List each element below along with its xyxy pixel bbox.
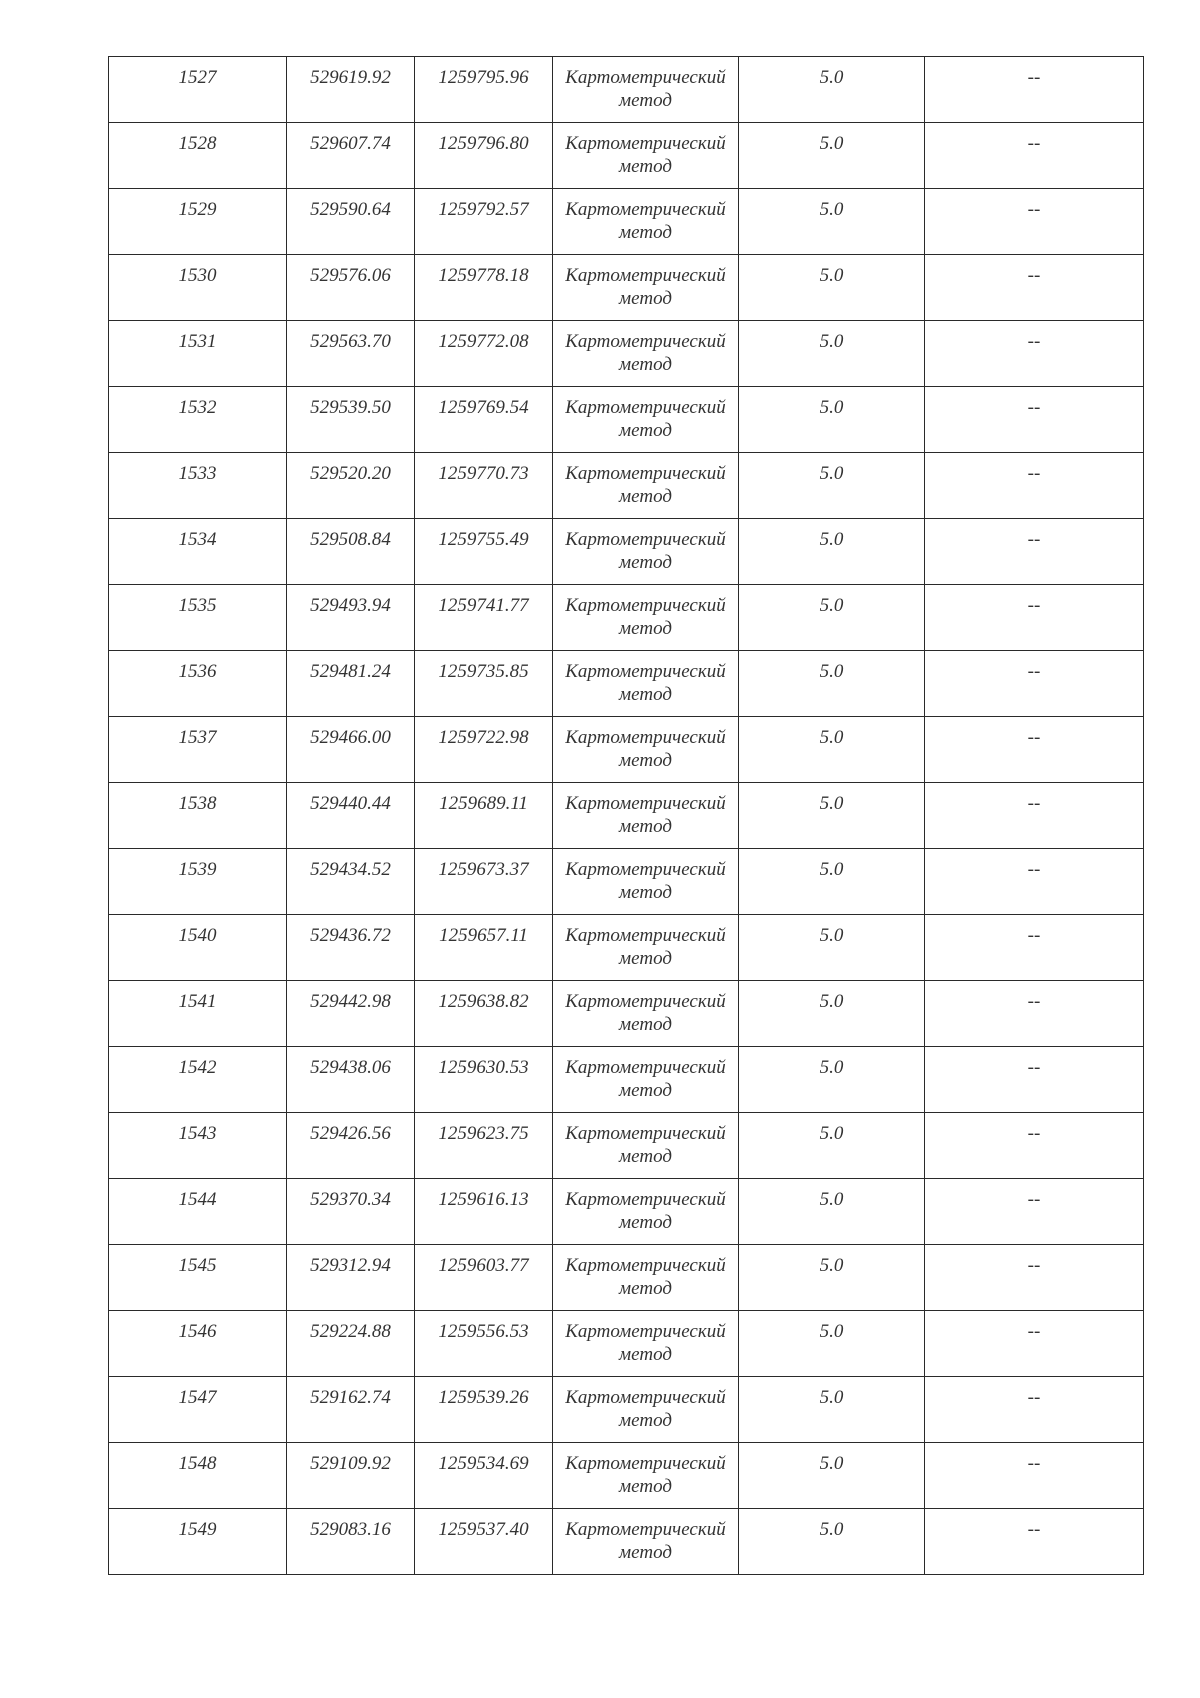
point-number-cell: 1533 [109,453,287,519]
y-coordinate-cell: 1259556.53 [415,1311,553,1377]
point-number-cell: 1539 [109,849,287,915]
y-coordinate-cell: 1259534.69 [415,1443,553,1509]
document-page [108,56,1143,1575]
table-row [109,1377,1144,1443]
method-text: Картометрический [565,727,726,748]
y-coordinate-cell: 1259795.96 [415,57,553,123]
accuracy-cell: 5.0 [739,1245,925,1311]
accuracy-cell: 5.0 [739,717,925,783]
y-coordinate-cell: 1259689.11 [415,783,553,849]
accuracy-cell: 5.0 [739,255,925,321]
point-number-cell: 1541 [109,981,287,1047]
method-cell [553,123,739,189]
method-text: Картометрический [565,331,726,352]
point-number-cell: 1534 [109,519,287,585]
table-row [109,1509,1144,1575]
method-text: Картометрический [565,265,726,286]
point-number-cell: 1549 [109,1509,287,1575]
table-row [109,255,1144,321]
method-cell [553,1179,739,1245]
point-number-cell: 1542 [109,1047,287,1113]
point-number-cell: 1527 [109,57,287,123]
accuracy-cell: 5.0 [739,1113,925,1179]
accuracy-cell: 5.0 [739,651,925,717]
x-coordinate-cell: 529162.74 [287,1377,415,1443]
method-text: метод [619,1410,672,1431]
y-coordinate-cell: 1259755.49 [415,519,553,585]
y-coordinate-cell: 1259722.98 [415,717,553,783]
method-text: Картометрический [565,1189,726,1210]
method-cell [553,783,739,849]
table-row [109,783,1144,849]
table-row [109,453,1144,519]
table-row [109,321,1144,387]
table-row [109,981,1144,1047]
note-cell: -- [925,981,1144,1047]
y-coordinate-cell: 1259616.13 [415,1179,553,1245]
accuracy-cell: 5.0 [739,57,925,123]
point-number-cell: 1532 [109,387,287,453]
method-text: Картометрический [565,199,726,220]
point-number-cell: 1544 [109,1179,287,1245]
x-coordinate-cell: 529370.34 [287,1179,415,1245]
accuracy-cell: 5.0 [739,915,925,981]
method-text: Картометрический [565,595,726,616]
method-text: метод [619,750,672,771]
point-number-cell: 1529 [109,189,287,255]
point-number-cell: 1537 [109,717,287,783]
method-text: метод [619,618,672,639]
table-row [109,849,1144,915]
method-text: метод [619,948,672,969]
method-text: метод [619,354,672,375]
y-coordinate-cell: 1259638.82 [415,981,553,1047]
point-number-cell: 1543 [109,1113,287,1179]
x-coordinate-cell: 529481.24 [287,651,415,717]
x-coordinate-cell: 529312.94 [287,1245,415,1311]
x-coordinate-cell: 529438.06 [287,1047,415,1113]
note-cell: -- [925,915,1144,981]
method-cell [553,717,739,783]
method-cell [553,651,739,717]
note-cell: -- [925,255,1144,321]
note-cell: -- [925,1311,1144,1377]
method-text: Картометрический [565,793,726,814]
method-text: Картометрический [565,133,726,154]
table-row [109,651,1144,717]
table-row [109,585,1144,651]
note-cell: -- [925,189,1144,255]
method-cell [553,915,739,981]
method-cell [553,1047,739,1113]
method-cell [553,189,739,255]
method-cell [553,1113,739,1179]
method-cell [553,1443,739,1509]
point-number-cell: 1540 [109,915,287,981]
method-text: метод [619,552,672,573]
method-text: метод [619,1212,672,1233]
method-cell [553,57,739,123]
note-cell: -- [925,1245,1144,1311]
coordinates-table [108,56,1144,1575]
accuracy-cell: 5.0 [739,453,925,519]
method-cell [553,1311,739,1377]
method-cell [553,519,739,585]
table-row [109,1443,1144,1509]
accuracy-cell: 5.0 [739,1509,925,1575]
method-text: метод [619,420,672,441]
method-cell [553,1245,739,1311]
table-row [109,1113,1144,1179]
method-cell [553,321,739,387]
method-text: метод [619,288,672,309]
y-coordinate-cell: 1259769.54 [415,387,553,453]
point-number-cell: 1547 [109,1377,287,1443]
method-text: метод [619,486,672,507]
method-text: метод [619,1080,672,1101]
table-row [109,189,1144,255]
y-coordinate-cell: 1259657.11 [415,915,553,981]
method-cell [553,849,739,915]
x-coordinate-cell: 529442.98 [287,981,415,1047]
accuracy-cell: 5.0 [739,1047,925,1113]
point-number-cell: 1536 [109,651,287,717]
method-cell [553,453,739,519]
x-coordinate-cell: 529436.72 [287,915,415,981]
x-coordinate-cell: 529426.56 [287,1113,415,1179]
method-text: Картометрический [565,991,726,1012]
accuracy-cell: 5.0 [739,981,925,1047]
note-cell: -- [925,321,1144,387]
table-row [109,915,1144,981]
method-text: Картометрический [565,463,726,484]
method-text: метод [619,222,672,243]
accuracy-cell: 5.0 [739,321,925,387]
method-text: Картометрический [565,925,726,946]
note-cell: -- [925,1113,1144,1179]
method-text: Картометрический [565,529,726,550]
note-cell: -- [925,519,1144,585]
method-text: Картометрический [565,397,726,418]
method-cell [553,387,739,453]
point-number-cell: 1546 [109,1311,287,1377]
x-coordinate-cell: 529563.70 [287,321,415,387]
method-text: метод [619,90,672,111]
x-coordinate-cell: 529440.44 [287,783,415,849]
method-cell [553,981,739,1047]
table-row [109,1179,1144,1245]
method-text: метод [619,816,672,837]
y-coordinate-cell: 1259623.75 [415,1113,553,1179]
method-text: метод [619,1146,672,1167]
accuracy-cell: 5.0 [739,849,925,915]
x-coordinate-cell: 529508.84 [287,519,415,585]
point-number-cell: 1535 [109,585,287,651]
accuracy-cell: 5.0 [739,519,925,585]
x-coordinate-cell: 529109.92 [287,1443,415,1509]
x-coordinate-cell: 529466.00 [287,717,415,783]
table-row [109,1245,1144,1311]
note-cell: -- [925,1443,1144,1509]
y-coordinate-cell: 1259778.18 [415,255,553,321]
note-cell: -- [925,849,1144,915]
method-text: Картометрический [565,1519,726,1540]
note-cell: -- [925,651,1144,717]
y-coordinate-cell: 1259735.85 [415,651,553,717]
table-row [109,717,1144,783]
y-coordinate-cell: 1259772.08 [415,321,553,387]
accuracy-cell: 5.0 [739,123,925,189]
x-coordinate-cell: 529619.92 [287,57,415,123]
point-number-cell: 1538 [109,783,287,849]
table-row [109,1047,1144,1113]
note-cell: -- [925,783,1144,849]
point-number-cell: 1531 [109,321,287,387]
accuracy-cell: 5.0 [739,1311,925,1377]
x-coordinate-cell: 529434.52 [287,849,415,915]
x-coordinate-cell: 529607.74 [287,123,415,189]
method-text: Картометрический [565,1255,726,1276]
x-coordinate-cell: 529539.50 [287,387,415,453]
note-cell: -- [925,717,1144,783]
accuracy-cell: 5.0 [739,189,925,255]
x-coordinate-cell: 529493.94 [287,585,415,651]
y-coordinate-cell: 1259770.73 [415,453,553,519]
method-cell [553,255,739,321]
table-row [109,519,1144,585]
table-row [109,123,1144,189]
note-cell: -- [925,57,1144,123]
method-text: Картометрический [565,1321,726,1342]
x-coordinate-cell: 529590.64 [287,189,415,255]
method-cell [553,1509,739,1575]
point-number-cell: 1530 [109,255,287,321]
table-row [109,57,1144,123]
method-text: метод [619,1278,672,1299]
y-coordinate-cell: 1259796.80 [415,123,553,189]
method-text: Картометрический [565,67,726,88]
y-coordinate-cell: 1259603.77 [415,1245,553,1311]
method-text: метод [619,684,672,705]
method-text: Картометрический [565,1453,726,1474]
method-text: метод [619,1476,672,1497]
method-text: метод [619,882,672,903]
accuracy-cell: 5.0 [739,585,925,651]
note-cell: -- [925,1047,1144,1113]
accuracy-cell: 5.0 [739,783,925,849]
y-coordinate-cell: 1259792.57 [415,189,553,255]
method-text: Картометрический [565,1057,726,1078]
accuracy-cell: 5.0 [739,1377,925,1443]
y-coordinate-cell: 1259539.26 [415,1377,553,1443]
method-text: Картометрический [565,1387,726,1408]
method-text: метод [619,1014,672,1035]
x-coordinate-cell: 529083.16 [287,1509,415,1575]
table-row [109,1311,1144,1377]
method-text: метод [619,156,672,177]
note-cell: -- [925,585,1144,651]
y-coordinate-cell: 1259630.53 [415,1047,553,1113]
y-coordinate-cell: 1259741.77 [415,585,553,651]
point-number-cell: 1548 [109,1443,287,1509]
method-text: метод [619,1542,672,1563]
x-coordinate-cell: 529224.88 [287,1311,415,1377]
note-cell: -- [925,1377,1144,1443]
method-cell [553,585,739,651]
accuracy-cell: 5.0 [739,1179,925,1245]
y-coordinate-cell: 1259537.40 [415,1509,553,1575]
note-cell: -- [925,1509,1144,1575]
coordinates-table-body [109,57,1144,1575]
note-cell: -- [925,453,1144,519]
point-number-cell: 1528 [109,123,287,189]
accuracy-cell: 5.0 [739,387,925,453]
y-coordinate-cell: 1259673.37 [415,849,553,915]
method-cell [553,1377,739,1443]
method-text: Картометрический [565,859,726,880]
note-cell: -- [925,1179,1144,1245]
method-text: Картометрический [565,661,726,682]
x-coordinate-cell: 529576.06 [287,255,415,321]
table-row [109,387,1144,453]
note-cell: -- [925,387,1144,453]
method-text: Картометрический [565,1123,726,1144]
method-text: метод [619,1344,672,1365]
note-cell: -- [925,123,1144,189]
point-number-cell: 1545 [109,1245,287,1311]
x-coordinate-cell: 529520.20 [287,453,415,519]
accuracy-cell: 5.0 [739,1443,925,1509]
